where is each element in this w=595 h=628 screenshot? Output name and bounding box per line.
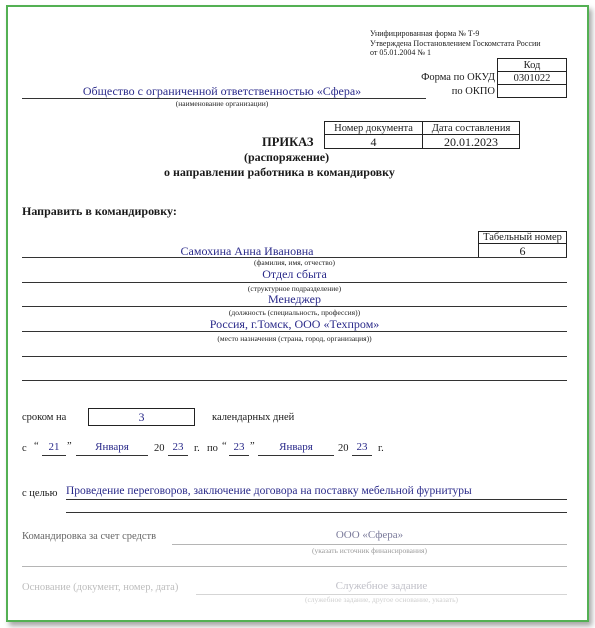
okud-value-cell: 0301022 bbox=[497, 71, 567, 85]
date-from-month: Января bbox=[95, 441, 129, 453]
position-value: Менеджер bbox=[268, 292, 321, 306]
department-caption: (структурное подразделение) bbox=[247, 284, 342, 293]
organization-caption: (наименование организации) bbox=[175, 99, 269, 108]
term-days-unit: календарных дней bbox=[212, 412, 295, 423]
date-from-prefix: с bbox=[22, 443, 27, 454]
okpo-label: по ОКПО bbox=[451, 86, 495, 97]
doc-date-header: Дата составления bbox=[422, 121, 520, 135]
funding-value: ООО «Сфера» bbox=[335, 529, 404, 541]
term-days-value: 3 bbox=[88, 408, 195, 426]
order-purpose-title: о направлении работника в командировку bbox=[164, 165, 395, 179]
date-to-open-quote: “ bbox=[222, 441, 227, 452]
date-to-close-quote: ” bbox=[250, 441, 255, 452]
employee-name: Самохина Анна Ивановна bbox=[180, 244, 314, 258]
date-to-year: 23 bbox=[356, 441, 368, 453]
doc-date-value: 20.01.2023 bbox=[422, 134, 520, 149]
department-value: Отдел сбыта bbox=[262, 267, 327, 281]
form-info-line3: от 05.01.2004 № 1 bbox=[370, 48, 432, 57]
organization-name: Общество с ограниченной ответственностью «Сфера» bbox=[82, 84, 362, 98]
send-heading: Направить в командировку: bbox=[22, 204, 177, 218]
date-to-prefix: по bbox=[207, 443, 218, 454]
basis-value: Служебное задание bbox=[335, 580, 428, 592]
date-from-year-line bbox=[168, 455, 188, 456]
funding-caption: (указать источник финансирования) bbox=[312, 546, 427, 555]
code-header-cell: Код bbox=[497, 58, 567, 72]
date-from-g: г. bbox=[194, 443, 200, 454]
destination-line bbox=[22, 331, 567, 332]
date-from-close-quote: ” bbox=[67, 441, 72, 452]
date-to-month-line bbox=[258, 455, 334, 456]
date-from-month-line bbox=[76, 455, 148, 456]
date-from-day: 21 bbox=[48, 441, 60, 453]
employee-caption: (фамилия, имя, отчество) bbox=[254, 258, 335, 267]
basis-caption: (служебное задание, другое основание, указать) bbox=[304, 595, 458, 604]
funding-line bbox=[172, 544, 567, 545]
tab-number-value: 6 bbox=[478, 243, 567, 258]
doc-number-value: 4 bbox=[324, 134, 423, 149]
purpose-line-2 bbox=[66, 512, 567, 513]
doc-number-header: Номер документа bbox=[324, 121, 423, 135]
date-to-day: 23 bbox=[233, 441, 245, 453]
date-to-year-prefix: 20 bbox=[338, 443, 349, 454]
blank-line-2 bbox=[22, 380, 567, 381]
date-to-day-line bbox=[229, 455, 249, 456]
purpose-value: Проведение переговоров, заключение договора на поставку мебельной фурнитуры bbox=[66, 485, 472, 497]
destination-caption: (место назначения (страна, город, организация)) bbox=[217, 334, 372, 343]
basis-label: Основание (документ, номер, дата) bbox=[22, 582, 179, 593]
order-subtitle: (распоряжение) bbox=[244, 150, 330, 164]
purpose-label: с целью bbox=[22, 488, 58, 499]
date-to-month: Января bbox=[279, 441, 313, 453]
purpose-line bbox=[66, 499, 567, 500]
date-from-open-quote: “ bbox=[34, 441, 39, 452]
term-label: сроком на bbox=[22, 412, 67, 423]
date-to-g: г. bbox=[378, 443, 384, 454]
okpo-value-cell bbox=[497, 84, 567, 98]
date-to-year-line bbox=[352, 455, 372, 456]
date-from-year: 23 bbox=[172, 441, 184, 453]
funding-label: Командировка за счет средств bbox=[22, 531, 157, 542]
position-caption: (должность (специальность, профессия)) bbox=[228, 308, 361, 317]
date-from-year-prefix: 20 bbox=[154, 443, 165, 454]
destination-value: Россия, г.Томск, ООО «Техпром» bbox=[209, 317, 380, 331]
blank-line-1 bbox=[22, 356, 567, 357]
blank-line-3 bbox=[22, 566, 567, 567]
department-line bbox=[22, 282, 567, 283]
order-title: ПРИКАЗ bbox=[262, 135, 314, 149]
form-info-line2: Утверждена Постановлением Госкомстата России bbox=[370, 39, 541, 48]
form-info-line1: Унифицированная форма № Т-9 bbox=[370, 29, 480, 38]
position-line bbox=[22, 306, 567, 307]
tab-number-header: Табельный номер bbox=[478, 231, 567, 244]
date-from-day-line bbox=[42, 455, 66, 456]
okud-label: Форма по ОКУД bbox=[421, 72, 495, 83]
